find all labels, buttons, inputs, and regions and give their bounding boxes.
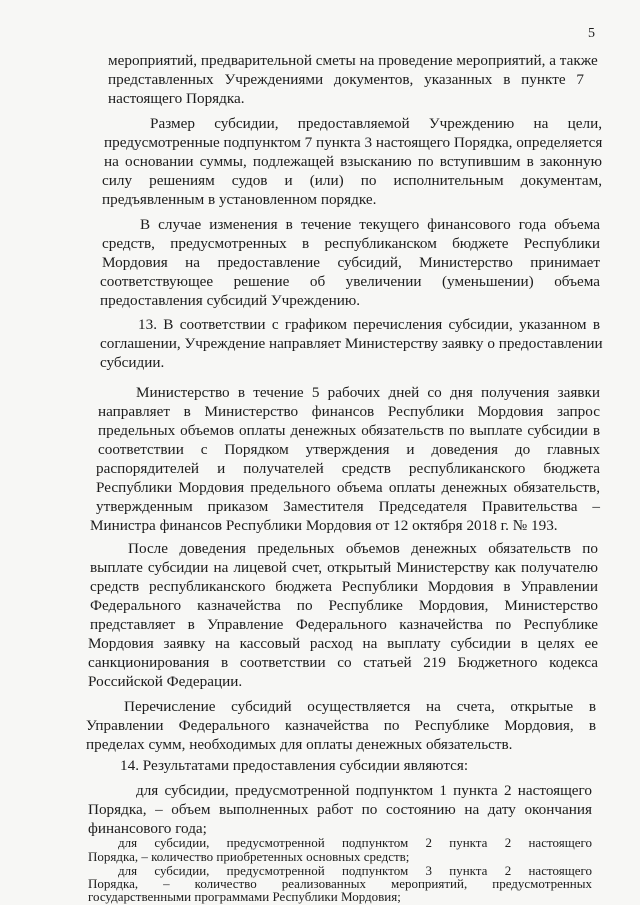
text-line: для субсидии, предусмотренной подпунктом 2 пункта 2 настоящего [118,835,592,850]
text-line: В случае изменения в течение текущего финансового года объема [140,216,600,233]
text-line: мероприятий, предварительной сметы на проведение мероприятий, а также [108,52,598,69]
text-line: средств, предусмотренных в республиканском бюджете Республики [102,235,600,252]
text-line: на основании суммы, подлежащей взысканию по вступившим в законную [104,153,602,170]
text-line: для субсидии, предусмотренной подпунктом 3 пункта 2 настоящего [118,863,592,878]
text-line: соглашении, Учреждение направляет Министерству заявку о предоставлении [100,335,603,352]
text-line: соответствии с Порядком утверждения и доведения до главных [98,441,600,458]
text-line: Перечисление субсидий осуществляется на счета, открытые в [124,698,596,715]
text-line: Министра финансов Республики Мордовия от 12 октября 2018 г. № 193. [90,517,558,534]
text-line: Министерство в течение 5 рабочих дней со дня получения заявки [136,384,600,401]
text-line: направляет в Министерство финансов Республики Мордовия запрос [98,403,600,420]
text-line: После доведения предельных объемов денежных обязательств по [128,540,598,557]
text-line: пределах сумм, необходимых для оплаты денежных обязательств. [86,736,513,753]
text-line: финансового года; [88,820,207,837]
text-line: Порядка, – количество приобретенных основных средств; [88,849,410,864]
text-line: Порядка, – количество реализованных мероприятий, предусмотренных [88,876,592,891]
text-line: предусмотренные подпунктом 7 пункта 3 настоящего Порядка, определяется [104,134,603,151]
text-line: силу решениям судов и (или) по исполнительным документам, [102,172,602,189]
text-line: Управлении Федерального казначейства по Республике Мордовия, в [86,717,596,734]
text-line: Порядка, – объем выполненных работ по состоянию на дату окончания [88,801,592,818]
text-line: Российской Федерации. [88,673,243,690]
text-line: распорядителей и получателей средств республиканского бюджета [96,460,600,477]
text-line: утвержденным приказом Заместителя Председателя Правительства – [96,498,600,515]
text-line: выплате субсидии на лицевой счет, открытый Министерству как получателю [90,559,598,576]
text-line: соответствующее решение об увеличении (уменьшении) объема [100,273,600,290]
text-line: представляет в Управление Федерального казначейства по Республике [90,616,598,633]
text-line: предельных объемов оплаты денежных обязательств по выплате субсидии в [98,422,600,439]
text-line: Мордовия заявку на кассовый расход на выплату субсидии в целях ее [88,635,598,652]
text-line: представленных Учреждениями документов, указанных в пункте 7 [108,71,584,88]
text-line: средств республиканского бюджета Республики Мордовия в Управлении [90,578,598,595]
text-line: субсидии. [100,354,165,371]
text-line: Федерального казначейства по Республике Мордовия, Министерство [90,597,598,614]
text-line: Мордовия на предоставление субсидий, Министерство принимает [102,254,600,271]
text-line: санкционирования в соответствии со статьей 219 Бюджетного кодекса [88,654,598,671]
text-line: настоящего Порядка. [108,90,245,107]
text-line: Республики Мордовия предельного объема оплаты денежных обязательств, [96,479,600,496]
text-line: предъявленным в установленном порядке. [102,191,377,208]
text-line: предоставления субсидий Учреждению. [100,292,360,309]
page-number: 5 [588,26,595,41]
text-line: Размер субсидии, предоставляемой Учреждению на цели, [150,115,602,132]
text-line: для субсидии, предусмотренной подпунктом 1 пункта 2 настоящего [136,782,592,799]
text-line: государственными программами Республики Мордовия; [88,889,401,904]
text-line: 14. Результатами предоставления субсидии являются: [120,757,469,774]
text-line: 13. В соответствии с графиком перечисления субсидии, указанном в [138,316,600,333]
